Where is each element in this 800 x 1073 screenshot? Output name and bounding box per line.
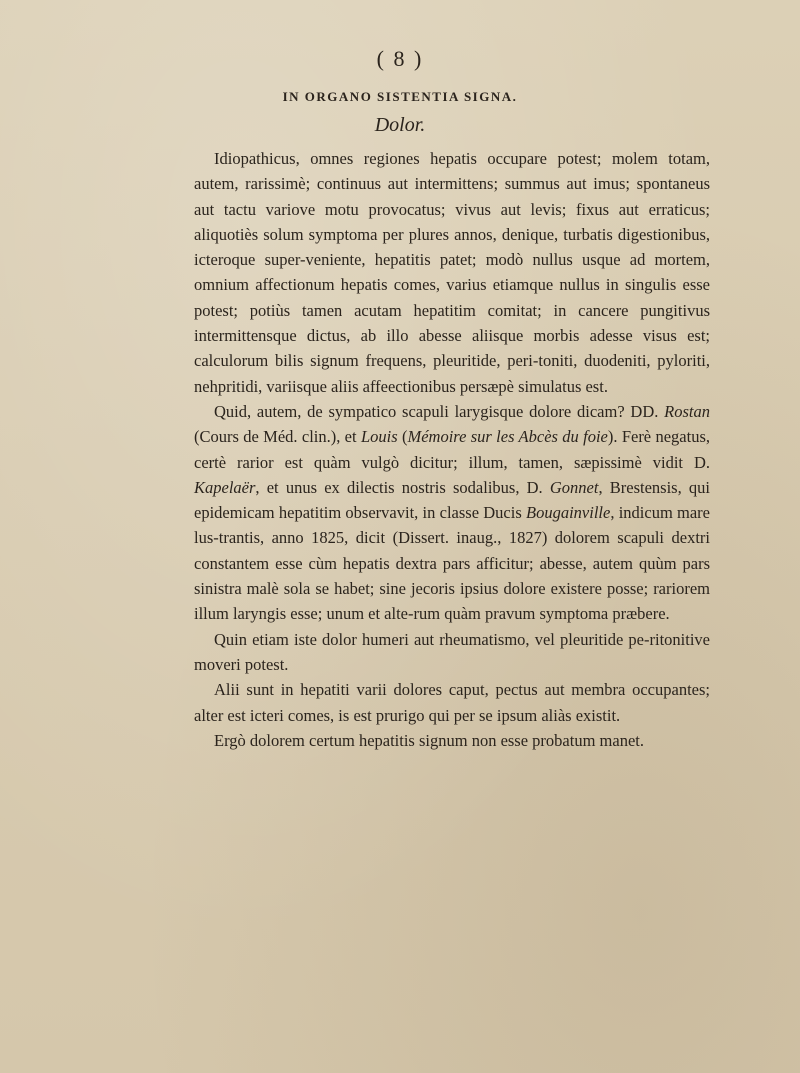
paragraph-2-text-3: (: [397, 427, 408, 447]
subheading: Dolor.: [374, 114, 426, 136]
author-rostan: Rostan: [664, 401, 710, 421]
work-title-memoire: Mémoire sur les Abcès du foie: [407, 427, 608, 447]
paragraph-2: [194, 399, 710, 627]
ship-bougainville: Bougainville: [526, 503, 611, 523]
paragraph-2-text-1: Quid, autem, de sympatico scapuli larygisque dolore dicam? DD.: [214, 401, 665, 421]
paragraph-5: Ergò dolorem certum hepatitis signum non esse probatum manet.: [214, 730, 644, 750]
page-number: ( 8 ): [376, 46, 424, 71]
section-heading: IN ORGANO SISTENTIA SIGNA.: [282, 89, 518, 104]
author-louis: Louis: [360, 427, 398, 447]
paragraph-2-text-6: , Brestensis, qui epidemicam hepatitim observavit, in classe Ducis: [194, 477, 710, 523]
paragraph-2-text-4: ). Ferè negatus, certè rarior est quàm vulgò dicitur; illum, tamen, sæpissimè vidit D.: [194, 427, 710, 472]
paragraph-1: Idiopathicus, omnes regiones hepatis occupare potest; molem totam, autem, rarissimè; continuus aut intermittens; summus aut imus; spontaneus aut tactu variove motu provocatus; vivus aut levis; fixus aut erraticus; aliquotiès solum symptoma per plures annos, denique, turbatis digestionibus, icteroque super-veniente, hepatitis patet; modò nullus usque ad mortem, omnium affectionum hepatis comes, varius etiamque nullus in singulis esse potest; potiùs tamen acutam hepatitim comitat; in cancere pungitivus intermittensque dictus, ab illo abesse aliisque morbis adesse visus est; calculorum bilis signum frequens, pleuritide, peri-toniti, duodeniti, pyloriti, nehpritidi, variisque aliis affeectionibus persæpè simulatus est.: [194, 149, 710, 396]
body-text: [194, 146, 710, 753]
paragraph-4: Alii sunt in hepatiti varii dolores caput, pectus aut membra occupantes; alter est icteri comes, is est prurigo qui per se ipsum aliàs existit.: [194, 680, 710, 725]
paragraph-2-text-2: (Cours de Méd. clin.), et: [194, 427, 361, 447]
paragraph-2-text-5: , et unus ex dilectis nostris sodalibus, D.: [255, 477, 550, 497]
paragraph-3: Quin etiam iste dolor humeri aut rheumatismo, vel pleuritide pe-ritonitive moveri potest.: [194, 629, 710, 674]
author-kapelaer: Kapelaër: [194, 477, 256, 497]
author-gonnet: Gonnet: [549, 477, 599, 497]
paragraph-2-text-7: , indicum mare lus-trantis, anno 1825, dicit (Dissert. inaug., 1827) dolorem scapuli dextri constantem esse cùm hepatis dextra pars afficitur; abesse, autem quùm pars sinistra malè sola se habet; sine jecoris ipsius dolore existere posse; rariorem illum laryngis esse; unum et alte-rum quàm pravum symptoma præbere.: [194, 503, 710, 624]
